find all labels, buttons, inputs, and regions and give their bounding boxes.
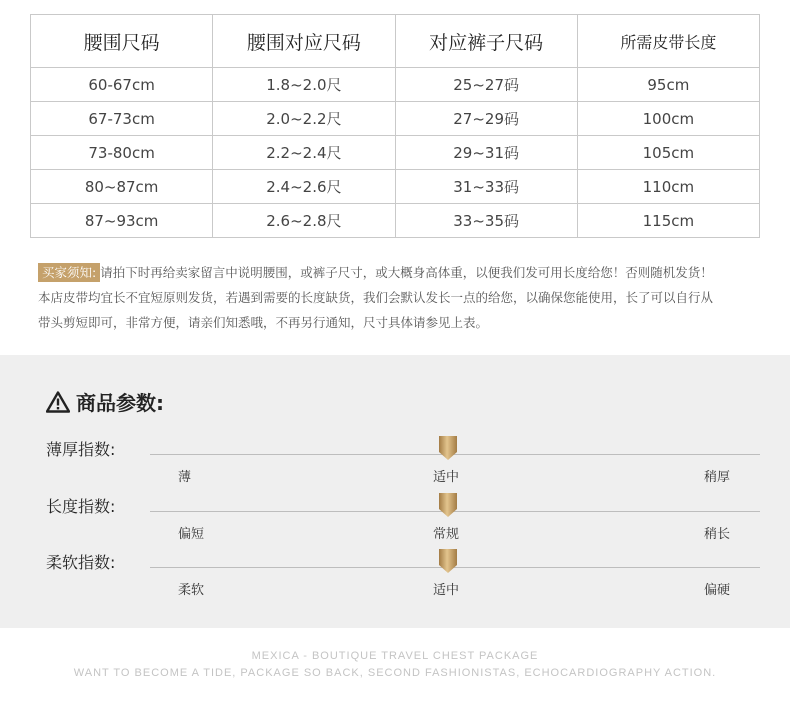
table-cell: 2.0~2.2尺 [213, 102, 395, 136]
scale-label-mid: 适中 [433, 583, 460, 598]
size-table-header-row [31, 15, 760, 68]
notice-line-3: 带头剪短即可，非常方便，请亲们知悉哦，不再另行通知，尺寸具体请参见上表。 [38, 315, 489, 330]
table-cell: 2.2~2.4尺 [213, 136, 395, 170]
indicator-marker-icon [437, 435, 459, 461]
param-label: 薄厚指数: [46, 440, 116, 459]
brand-footer [0, 648, 790, 682]
scale-label-left: 薄 [178, 470, 192, 485]
notice-line-1 [38, 260, 758, 285]
footer-line-2: WANT TO BECOME A TIDE, PACKAGE SO BACK, SECOND FASHIONISTAS, ECHOCARDIOGRAPHY ACTION. [73, 667, 717, 679]
scale-label-left: 柔软 [178, 583, 205, 598]
warning-triangle-icon [46, 391, 70, 413]
scale-label-mid: 常规 [433, 527, 460, 542]
table-cell: 115cm [577, 204, 759, 238]
table-cell: 60-67cm [31, 68, 213, 102]
table-row [31, 204, 760, 238]
param-row-length [0, 494, 790, 544]
buyer-notice [38, 260, 758, 335]
size-table [30, 14, 760, 238]
scale-label-left: 偏短 [178, 527, 205, 542]
table-cell: 31~33码 [395, 170, 577, 204]
header-waist-size: 腰围尺码 [31, 15, 213, 68]
table-cell: 95cm [577, 68, 759, 102]
table-cell: 110cm [577, 170, 759, 204]
scale-label-right: 偏硬 [704, 583, 731, 598]
header-pants-size: 对应裤子尺码 [395, 15, 577, 68]
table-row [31, 136, 760, 170]
params-title: 商品参数: [76, 391, 164, 415]
indicator-marker-icon [437, 492, 459, 518]
param-row-thickness [0, 437, 790, 487]
scale-label-mid: 适中 [433, 470, 460, 485]
scale-label-right: 稍厚 [704, 470, 731, 485]
product-params-section [0, 355, 790, 628]
table-cell: 33~35码 [395, 204, 577, 238]
params-heading [46, 387, 164, 416]
table-cell: 67-73cm [31, 102, 213, 136]
notice-line-2: 本店皮带均宜长不宜短原则发货，若遇到需要的长度缺货，我们会默认发长一点的给您，以确保您能使用，长了可以自行从 [38, 290, 714, 305]
scale-label-right: 稍长 [704, 527, 731, 542]
table-row [31, 170, 760, 204]
table-cell: 87~93cm [31, 204, 213, 238]
table-row [31, 102, 760, 136]
table-cell: 2.4~2.6尺 [213, 170, 395, 204]
header-waist-chi: 腰围对应尺码 [213, 15, 395, 68]
table-cell: 105cm [577, 136, 759, 170]
table-row [31, 68, 760, 102]
table-cell: 80~87cm [31, 170, 213, 204]
table-cell: 1.8~2.0尺 [213, 68, 395, 102]
param-label: 长度指数: [46, 497, 116, 516]
table-cell: 100cm [577, 102, 759, 136]
param-row-softness [0, 550, 790, 600]
table-cell: 27~29码 [395, 102, 577, 136]
table-cell: 29~31码 [395, 136, 577, 170]
table-cell: 25~27码 [395, 68, 577, 102]
param-label: 柔软指数: [46, 553, 116, 572]
header-belt-length: 所需皮带长度 [577, 15, 759, 68]
table-cell: 73-80cm [31, 136, 213, 170]
notice-tag: 买家须知: [38, 263, 100, 282]
table-cell: 2.6~2.8尺 [213, 204, 395, 238]
indicator-marker-icon [437, 548, 459, 574]
footer-line-1: MEXICA - BOUTIQUE TRAVEL CHEST PACKAGE [251, 650, 539, 662]
notice-text-1: 请拍下时再给卖家留言中说明腰围，或裤子尺寸，或大概身高体重，以便我们发可用长度给您！否则随机发货！ [100, 265, 713, 280]
